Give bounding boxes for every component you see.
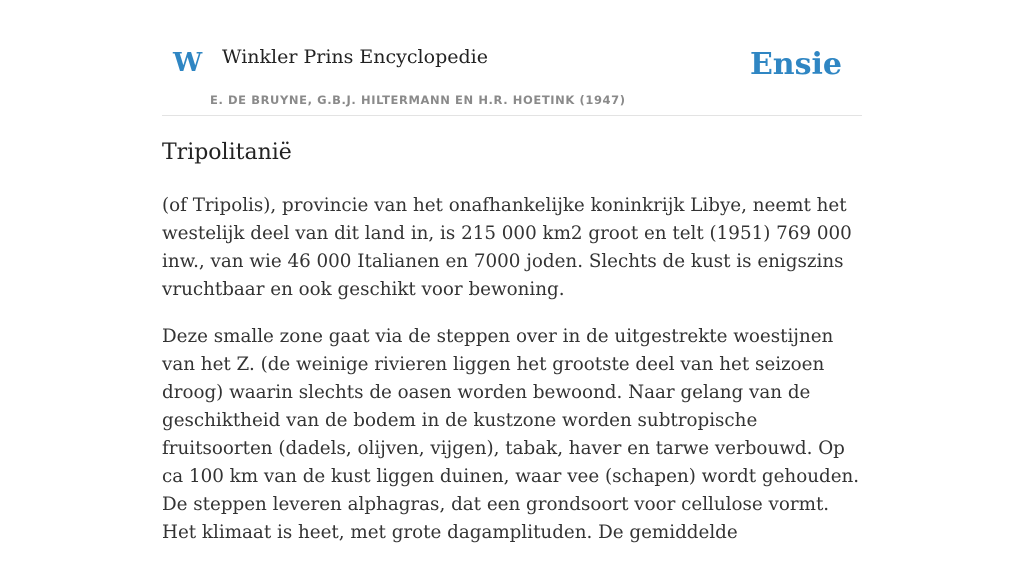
article-title: Tripolitanië [162, 140, 292, 165]
site-header [162, 0, 862, 116]
publication-logo-icon[interactable]: W [173, 48, 203, 78]
publication-authors: E. DE BRUYNE, G.B.J. HILTERMANN EN H.R. HOETINK (1947) [210, 93, 626, 107]
content-column [162, 0, 862, 543]
article-body [162, 192, 862, 566]
publication-title[interactable]: Winkler Prins Encyclopedie [222, 46, 488, 68]
article-paragraph: Deze smalle zone gaat via de steppen over in de uitgestrekte woestijnen van het Z. (de weinige rivieren liggen het grootste deel van het seizoen droog) waarin slechts de oasen worden bewoond. Naar gelang van de geschiktheid van de bodem in de kustzone worden subtropische fruitsoorten (dadels, olijven, vijgen), tabak, haver en tarwe verbouwd. Op ca 100 km van de kust liggen duinen, waar vee (schapen) wordt gehouden. De steppen leveren alphagras, dat een grondsoort voor cellulose vormt. Het klimaat is heet, met grote dagamplituden. De gemiddelde [162, 326, 860, 543]
article-paragraph: (of Tripolis), provincie van het onafhankelijke koninkrijk Libye, neemt het westelijk deel van dit land in, is 215 000 km2 groot en telt (1951) 769 000 inw., van wie 46 000 Italianen en 7000 joden. Slechts de kust is enigszins vruchtbaar en ook geschikt voor bewoning. [162, 195, 852, 300]
ensie-brand-link[interactable]: Ensie [749, 47, 842, 82]
